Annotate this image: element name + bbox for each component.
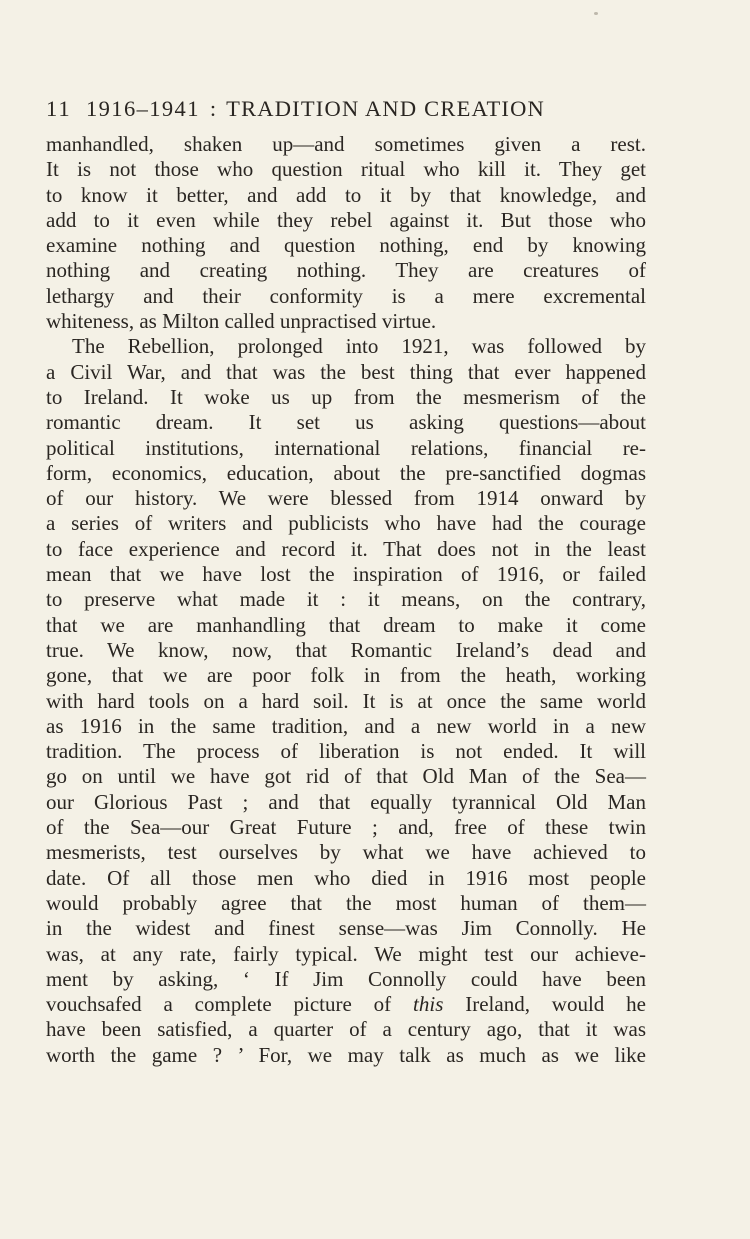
text-line: worth the game ? ’ For, we may talk as much as we like <box>46 1042 646 1067</box>
text-line: to face experience and record it. That does not in the least <box>46 536 646 561</box>
text-line: romantic dream. It set us asking questions—about <box>46 410 646 435</box>
text-line: in the widest and finest sense—was Jim Connolly. He <box>46 916 646 941</box>
text-fragment: vouchsafed a complete picture of <box>46 992 414 1017</box>
text-line: nothing and creating nothing. They are creatures of <box>46 258 646 283</box>
running-head-dates: 1916–1941 <box>86 96 200 121</box>
page-number: 11 <box>46 96 72 121</box>
text-line: ment by asking, ‘ If Jim Connolly could have been <box>46 966 646 991</box>
paper-speck <box>594 12 598 15</box>
running-head-title: TRADITION AND CREATION <box>226 96 546 121</box>
text-line: of our history. We were blessed from 1914 onward by <box>46 486 646 511</box>
text-line: whiteness, as Milton called unpractised virtue. <box>46 309 437 334</box>
text-line: date. Of all those men who died in 1916 most people <box>46 865 646 890</box>
text-line: lethargy and their conformity is a mere excremental <box>46 283 646 308</box>
text-line-with-italic <box>46 992 646 1017</box>
text-fragment: Ireland, would he <box>443 992 646 1017</box>
italic-emphasis: this <box>413 992 444 1017</box>
text-line: to know it better, and add to it by that knowledge, and <box>46 182 646 207</box>
text-line: have been satisfied, a quarter of a century ago, that it was <box>46 1017 646 1042</box>
text-line: our Glorious Past ; and that equally tyrannical Old Man <box>46 789 646 814</box>
text-line: political institutions, international relations, financial re- <box>46 435 646 460</box>
text-line: of the Sea—our Great Future ; and, free of these twin <box>46 815 646 840</box>
text-line: with hard tools on a hard soil. It is at once the same world <box>46 688 646 713</box>
text-line: mesmerists, test ourselves by what we have achieved to <box>46 840 646 865</box>
text-line: was, at any rate, fairly typical. We might test our achieve- <box>46 941 646 966</box>
text-line: would probably agree that the most human of them— <box>46 890 646 915</box>
text-line: to preserve what made it : it means, on the contrary, <box>46 587 646 612</box>
text-line: tradition. The process of liberation is not ended. It will <box>46 739 646 764</box>
body-text <box>46 132 646 1068</box>
text-line: manhandled, shaken up—and sometimes given a rest. <box>46 132 646 156</box>
text-line: add to it even while they rebel against it. But those who <box>46 207 646 232</box>
text-line: go on until we have got rid of that Old Man of the Sea— <box>46 764 646 789</box>
text-line: that we are manhandling that dream to make it come <box>46 612 646 637</box>
running-head-separator: : <box>209 96 218 121</box>
text-line: gone, that we are poor folk in from the heath, working <box>46 663 646 688</box>
running-head <box>46 92 646 126</box>
text-line: to Ireland. It woke us up from the mesmerism of the <box>46 384 646 409</box>
text-line: form, economics, education, about the pre-sanctified dogmas <box>46 460 646 485</box>
text-line: mean that we have lost the inspiration of 1916, or failed <box>46 562 646 587</box>
text-line: a Civil War, and that was the best thing that ever happened <box>46 359 646 384</box>
book-page <box>46 92 646 1068</box>
text-line: as 1916 in the same tradition, and a new world in a new <box>46 713 646 738</box>
paragraph-first-line: The Rebellion, prolonged into 1921, was followed by <box>72 334 646 359</box>
text-line: It is not those who question ritual who kill it. They get <box>46 157 646 182</box>
text-line: true. We know, now, that Romantic Ireland’s dead and <box>46 637 646 662</box>
text-line: a series of writers and publicists who have had the courage <box>46 511 646 536</box>
text-line: examine nothing and question nothing, end by knowing <box>46 233 646 258</box>
